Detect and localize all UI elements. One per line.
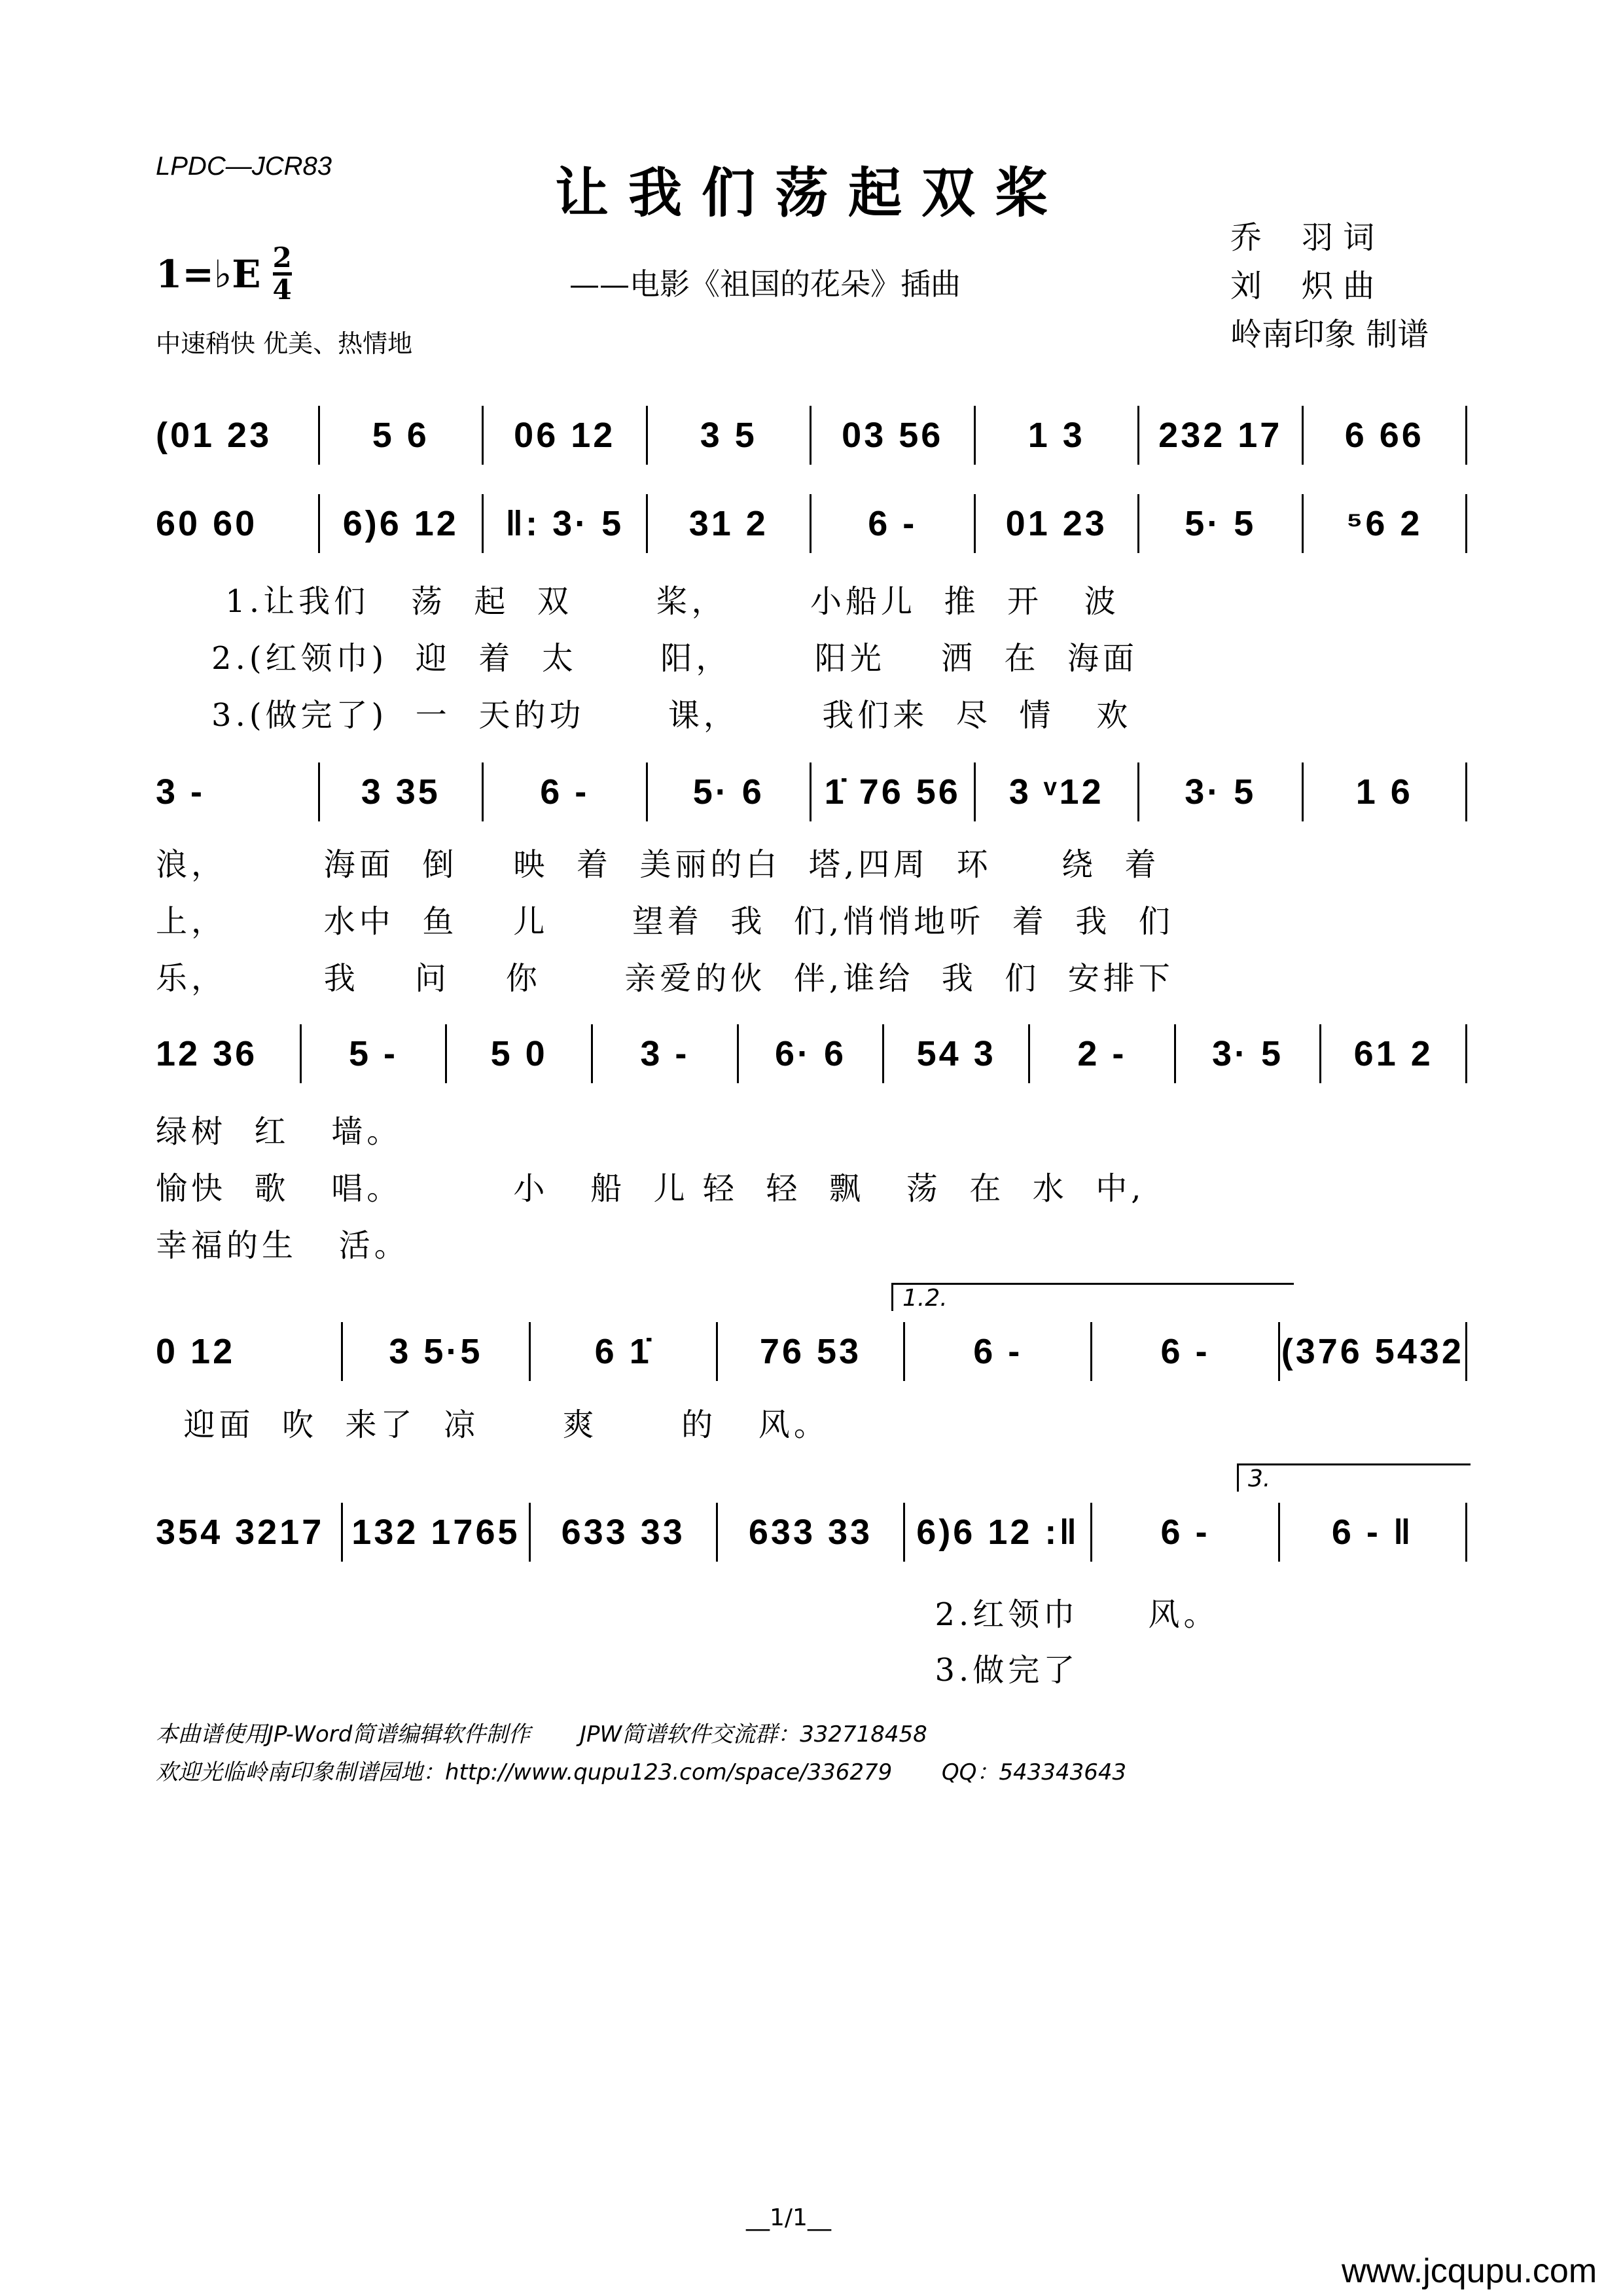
measure: 3 5·5 [341,1322,528,1381]
key-label: 1=♭E [156,251,261,296]
measure: 6 66 [1302,406,1466,465]
measure: 5 6 [318,406,482,465]
measure: 6 - [1090,1322,1277,1381]
song-title: 让我们荡起双桨 [554,162,1068,224]
measure: 60 60 [156,504,258,543]
lyric-line: 3.做完了 [156,1652,1079,1689]
arranger: 岭南印象 制谱 [1230,316,1429,353]
composer: 刘 炽 曲 [1230,268,1375,304]
watermark: www.jcqupu.com [1342,2252,1597,2290]
footer-line-2: 欢迎光临岭南印象制谱园地：http://www.qupu123.com/space/336279 QQ：543343643 [156,1759,1127,1785]
measure: 1̇ 76 56 [810,762,974,821]
time-bottom: 4 [272,274,292,306]
measure: 3 5 [646,406,810,465]
measure: 6 - [482,762,646,821]
time-top: 2 [273,243,292,276]
lyric-line: 上， 水中 鱼 儿 望着 我 们,悄悄地听 着 我 们 [156,903,1174,940]
subtitle: ——电影《祖国的花朵》插曲 [569,266,961,302]
measure: 6)6 12 [318,494,482,553]
measure: 5· 5 [1137,494,1302,553]
measure: 354 3217 [156,1513,325,1552]
time-signature [273,243,292,304]
measure: 0 12 [156,1332,236,1371]
lyric-line: 1.让我们 荡 起 双 桨， 小船儿 推 开 波 [156,583,1120,620]
measure: 6 1̇ [529,1322,716,1381]
measure: 633 33 [529,1503,716,1562]
measure: 3 35 [318,762,482,821]
measure: 3· 5 [1137,762,1302,821]
lyric-line: 2.红领巾 风。 [156,1596,1219,1633]
measure: (01 23 [156,416,272,455]
measure: 3 - [591,1024,737,1083]
measure: 61 2 [1319,1024,1465,1083]
measure: 1 3 [974,406,1138,465]
lyric-line: 乐， 我 问 你 亲爱的伙 伴,谁给 我 们 安排下 [156,960,1174,997]
measure: 6 - ‖ [1278,1503,1465,1562]
lyric-line: 愉快 歌 唱。 小 船 儿 轻 轻 飘 荡 在 水 中, [156,1170,1145,1207]
measure: 3· 5 [1174,1024,1320,1083]
score-row [156,1322,1467,1381]
measure: 3 - [156,772,205,812]
volta-bracket: 1.2. [891,1283,1294,1311]
measure: 6 - [903,1322,1090,1381]
measure: 12 36 [156,1034,258,1073]
score-row [156,494,1467,553]
measure: 633 33 [716,1503,903,1562]
measure: 2 - [1028,1024,1174,1083]
page-number: __1/1__ [746,2204,831,2231]
lyricist: 乔 羽 词 [1230,219,1375,256]
measure: 232 17 [1137,406,1302,465]
measure: (376 5432 [1278,1322,1465,1381]
volta-bracket: 3. [1237,1463,1471,1492]
measure: 31 2 [646,494,810,553]
measure: 1 6 [1302,762,1466,821]
measure: 5· 6 [646,762,810,821]
lyric-line: 绿树 红 墙。 [156,1113,402,1150]
measure: 6· 6 [737,1024,883,1083]
lyric-line: 3.(做完了) 一 天的功 课， 我们来 尽 情 欢 [156,697,1132,734]
tempo-marking: 中速稍快 优美、热情地 [156,329,413,358]
score-row [156,406,1467,465]
lyric-line: 2.(红领巾) 迎 着 太 阳， 阳光 洒 在 海面 [156,640,1138,677]
measure: 3 ᵛ12 [974,762,1138,821]
measure: ⁵6 2 [1302,494,1466,553]
score-code: LPDC—JCR83 [156,152,332,181]
measure: 132 1765 [341,1503,528,1562]
measure: 5 0 [445,1024,591,1083]
footer-line-1: 本曲谱使用JP-Word简谱编辑软件制作 JPW简谱软件交流群：332718458 [156,1721,927,1748]
score-row [156,1503,1467,1562]
score-row [156,1024,1467,1083]
score-row [156,762,1467,821]
lyric-line: 幸福的生 活。 [156,1227,410,1264]
measure: 6)6 12 :‖ [903,1503,1090,1562]
lyric-line: 迎面 吹 来了 凉 爽 的 风。 [156,1407,829,1443]
credits [1230,213,1429,359]
measure: 5 - [300,1024,446,1083]
measure: 76 53 [716,1322,903,1381]
key-signature [156,243,292,304]
measure: 06 12 [482,406,646,465]
measure: 6 - [1090,1503,1277,1562]
measure: 54 3 [882,1024,1028,1083]
measure: 01 23 [974,494,1138,553]
lyric-line: 浪， 海面 倒 映 着 美丽的白 塔,四周 环 绕 着 [156,846,1160,883]
measure: 03 56 [810,406,974,465]
measure: ‖: 3· 5 [482,494,646,553]
measure: 6 - [810,494,974,553]
